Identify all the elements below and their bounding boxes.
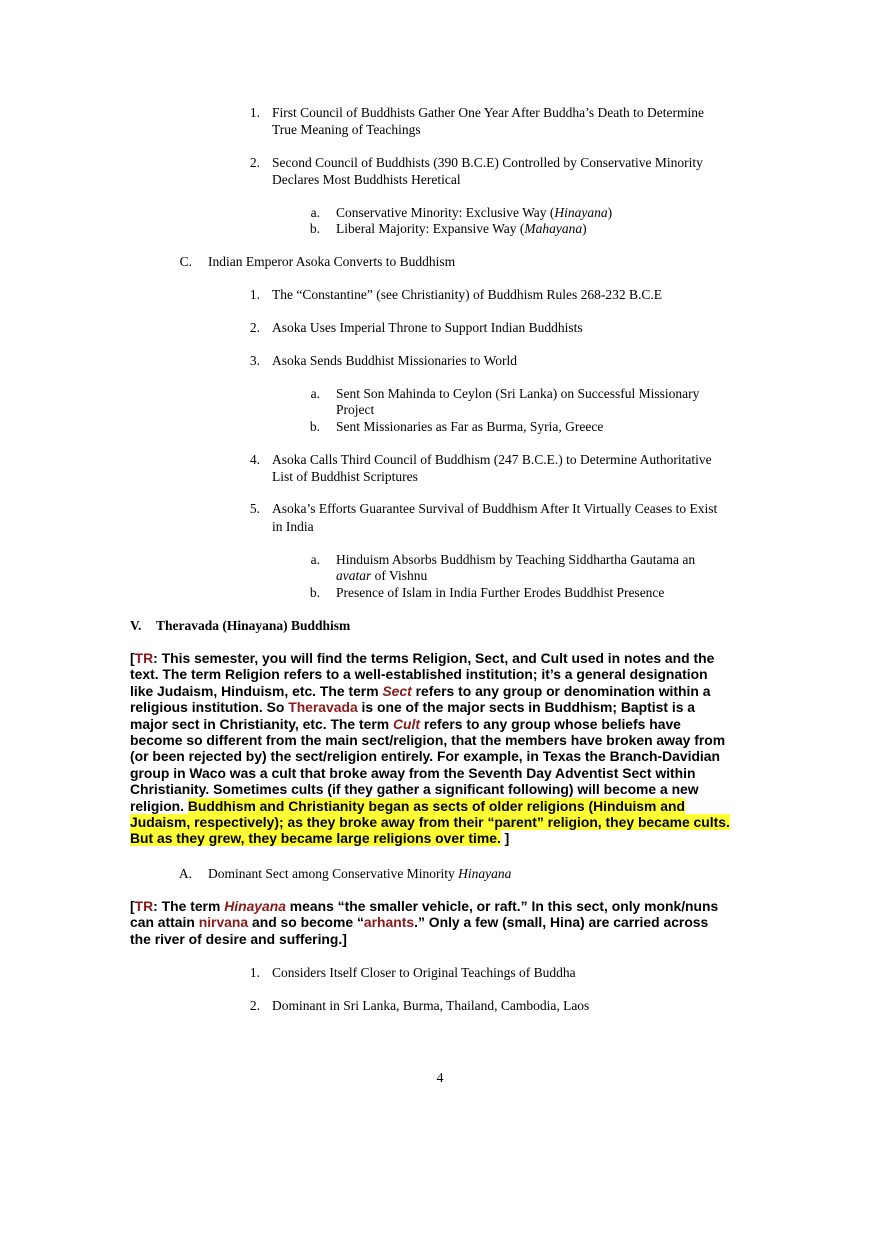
section-heading: Indian Emperor Asoka Converts to Buddhism — [208, 254, 456, 269]
list-item-text: True Meaning of Teachings — [272, 122, 421, 137]
list-letter: b. — [309, 585, 320, 600]
list-item-text: Second Council of Buddhists (390 B.C.E) Controlled by Conservative Minority — [272, 155, 703, 170]
list-item-text: Sent Son Mahinda to Ceylon (Sri Lanka) on Successful Missionary — [336, 386, 700, 401]
list-item-text: Asoka Sends Buddhist Missionaries to World — [272, 353, 518, 368]
list-item-text: Liberal Majority: Expansive Way (Mahayana) — [336, 221, 587, 236]
page-number: 4 — [436, 1071, 444, 1086]
section-heading: Theravada (Hinayana) Buddhism — [156, 618, 351, 633]
term-nirvana: nirvana — [198, 914, 249, 931]
list-item-text: First Council of Buddhists Gather One Year After Buddha’s Death to Determine — [272, 105, 704, 120]
term-sect: Sect — [382, 682, 412, 699]
teaching-note: [TR: The term Hinayana means “the smaller vehicle, or raft.” In this sect, only monk/nuns can attain nirvana and so become “arhants.” Only a few (small, Hina) are carried across the river of desire and suffering.] — [130, 898, 719, 947]
list-item-text: The “Constantine” (see Christianity) of Buddhism Rules 268-232 B.C.E — [272, 287, 662, 302]
list-item-text: Sent Missionaries as Far as Burma, Syria, Greece — [336, 419, 604, 434]
list-number: 2. — [249, 320, 260, 335]
tr-tag: TR — [134, 650, 154, 666]
list-item-text: Hinduism Absorbs Buddhism by Teaching Siddhartha Gautama an — [336, 552, 696, 567]
term-hinayana: Hinayana — [224, 898, 286, 914]
term-cult: Cult — [392, 715, 420, 732]
list-number: 1. — [249, 287, 260, 302]
list-number: 5. — [249, 501, 260, 516]
list-item-text: in India — [272, 519, 314, 534]
list-number: 2. — [249, 155, 260, 170]
list-item-text: Declares Most Buddhists Heretical — [272, 172, 461, 187]
list-item-text: Dominant in Sri Lanka, Burma, Thailand, Cambodia, Laos — [272, 998, 590, 1013]
highlighted-text: Buddhism and Christianity began as sects of older religions (Hinduism and — [187, 797, 685, 814]
list-item-text: Asoka Uses Imperial Throne to Support Indian Buddhists — [272, 320, 583, 335]
list-number: 1. — [249, 105, 260, 120]
list-item-text: Project — [336, 402, 375, 417]
list-letter: a. — [310, 205, 320, 220]
list-letter: a. — [310, 386, 320, 401]
highlighted-text: Judaism, respectively); as they broke away from their “parent” religion, they became cults. — [130, 814, 730, 831]
highlighted-text: But as they grew, they became large religions over time. — [130, 830, 501, 847]
term-arhants: arhants — [363, 914, 415, 931]
list-number: 2. — [249, 998, 260, 1013]
list-item-text: avatar of Vishnu — [336, 568, 428, 583]
list-letter: a. — [310, 552, 320, 567]
teaching-note: [TR: This semester, you will find the terms Religion, Sect, and Cult used in notes and the text. The term Religion refers to a well-established institution; it’s a general designation like Judaism, Hinduism, etc. The term Sect refers to any group or denomination within a religious institution. So Theravada is one of the major sects in Buddhism; Baptist is a major sect in Christianity, etc. The term Cult refers to any group whose beliefs have become so different from the main sect/religion, that the members have broken away from (or been rejected by) the sect/religion entirely. For example, in Texas the Branch-Davidian group in Waco was a cult that broke away from the Seventh Day Adventist Sect within Christianity. Sometimes cults (if they gather a significant following) will become a new religion. Buddhism and Christianity began as sects of older religions (Hinduism and Judaism, respectively); as they broke away from their “parent” religion, they became cults. But as they grew, they became large religions over time. ] — [130, 650, 730, 847]
list-number: 3. — [249, 353, 260, 368]
list-item-text: Considers Itself Closer to Original Teachings of Buddha — [272, 965, 576, 980]
section-letter: A. — [178, 866, 192, 881]
list-item-text: List of Buddhist Scriptures — [272, 469, 418, 484]
section-letter: C. — [179, 254, 192, 269]
term-theravada: Theravada — [288, 699, 358, 716]
list-letter: b. — [309, 221, 320, 236]
section-heading: Dominant Sect among Conservative Minority Hinayana — [208, 866, 512, 881]
list-item-text: Presence of Islam in India Further Erodes Buddhist Presence — [336, 585, 665, 600]
list-item-text: Conservative Minority: Exclusive Way (Hinayana) — [336, 205, 613, 220]
list-number: 4. — [249, 452, 260, 467]
section-numeral: V. — [130, 618, 142, 633]
tr-tag: TR — [134, 898, 154, 914]
list-number: 1. — [249, 965, 260, 980]
list-letter: b. — [309, 419, 320, 434]
list-item-text: Asoka’s Efforts Guarantee Survival of Buddhism After It Virtually Ceases to Exist — [272, 501, 718, 516]
list-item-text: Asoka Calls Third Council of Buddhism (247 B.C.E.) to Determine Authoritative — [272, 452, 712, 467]
